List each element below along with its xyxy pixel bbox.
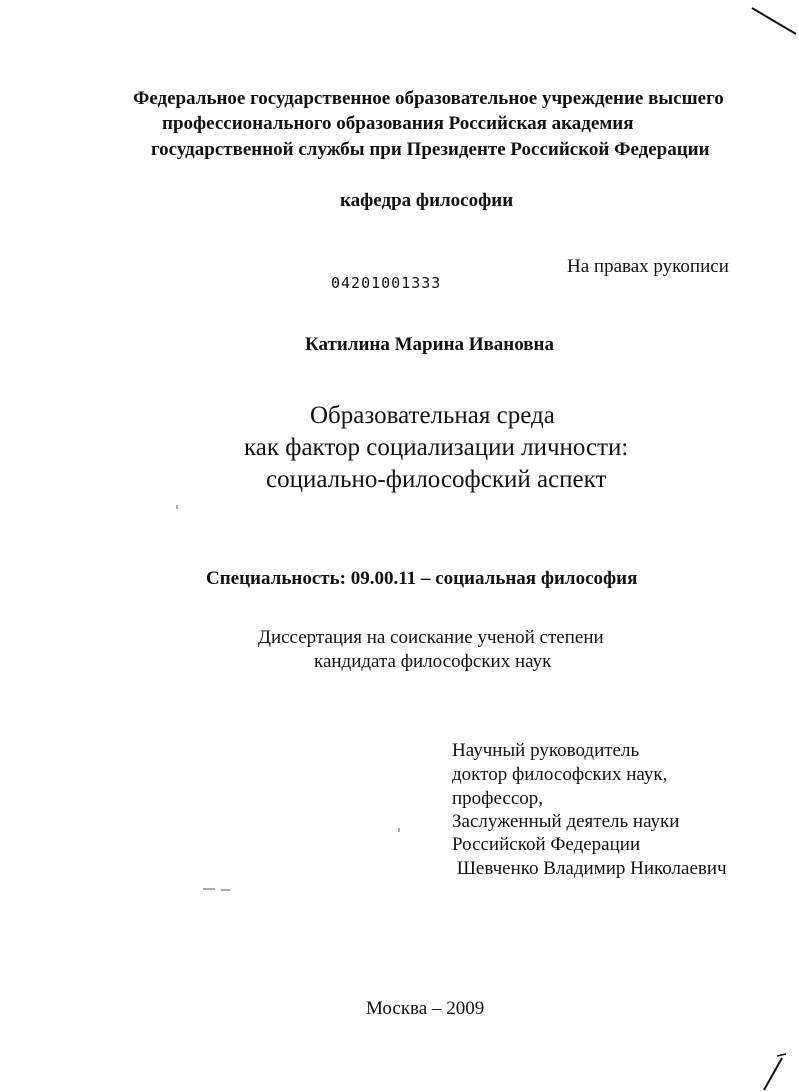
corner-mark-bottom-tick <box>777 1054 786 1056</box>
dissertation-line-2: кандидата философских наук <box>314 651 552 672</box>
title-line-2: как фактор социализации личности: <box>244 434 629 461</box>
manuscript-note: На правах рукописи <box>567 256 729 277</box>
institution-line-2: профессионального образования Российская академия <box>162 113 634 134</box>
advisor-line: Российской Федерации <box>452 834 641 855</box>
institution-line-3: государственной службы при Президенте Российской Федерации <box>151 139 710 160</box>
institution-line-1: Федеральное государственное образовательное учреждение высшего <box>133 88 724 109</box>
corner-mark-bottom <box>764 1058 782 1090</box>
title-line-3: социально-философский аспект <box>266 466 607 493</box>
advisor-line: Заслуженный деятель науки <box>452 811 680 832</box>
advisor-line: профессор, <box>452 788 544 809</box>
author-name: Катилина Марина Ивановна <box>305 334 554 355</box>
advisor-line: доктор философских наук, <box>452 764 668 785</box>
advisor-name: Шевченко Владимир Николаевич <box>452 858 727 879</box>
corner-mark-top <box>752 8 796 34</box>
title-line-1: Образовательная среда <box>310 402 555 429</box>
catalog-number: 04201001333 <box>331 274 442 292</box>
department: кафедра философии <box>340 190 514 211</box>
advisor-line: Научный руководитель <box>452 740 640 761</box>
city-year: Москва – 2009 <box>366 998 485 1019</box>
specialty: Специальность: 09.00.11 – социальная философия <box>206 568 638 589</box>
dissertation-line-1: Диссертация на соискание ученой степени <box>258 627 604 648</box>
